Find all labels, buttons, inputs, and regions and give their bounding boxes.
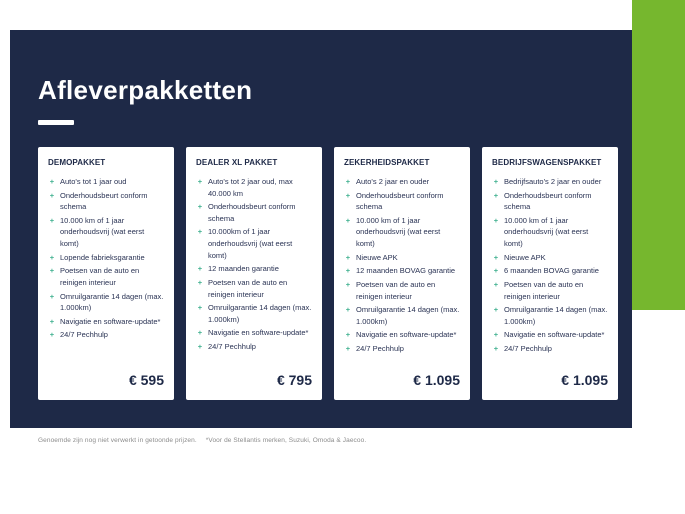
feature-text: Onderhoudsbeurt conform schema (504, 190, 592, 212)
package-cards-row (38, 147, 618, 400)
feature-list (196, 176, 312, 355)
package-title: DEMOPAKKET (48, 157, 106, 167)
feature-text: 6 maanden BOVAG garantie (504, 266, 599, 276)
feature-text: Poetsen van de auto en reinigen interieur (356, 279, 436, 301)
feature-item (492, 215, 608, 250)
feature-text: Onderhoudsbeurt conform schema (208, 202, 296, 223)
feature-item (196, 327, 312, 339)
feature-list (344, 176, 460, 357)
package-price: € 1.095 (413, 371, 460, 388)
plus-icon: + (197, 277, 203, 287)
feature-item (492, 343, 608, 355)
plus-icon: + (49, 266, 55, 276)
feature-text: 24/7 Pechhulp (356, 344, 404, 354)
plus-icon: + (493, 252, 499, 262)
package-price: € 1.095 (561, 371, 608, 388)
package-price: € 795 (276, 371, 312, 388)
feature-item (196, 201, 312, 224)
feature-text: Poetsen van de auto en reinigen interieur (208, 277, 288, 299)
plus-icon: + (197, 342, 203, 352)
plus-icon: + (49, 190, 55, 200)
package-card (334, 147, 470, 400)
plus-icon: + (49, 176, 55, 186)
feature-text: Navigatie en software-update* (504, 330, 605, 340)
plus-icon: + (197, 328, 203, 338)
package-price: € 595 (128, 371, 164, 388)
feature-list (48, 176, 164, 343)
footnote (38, 437, 366, 444)
feature-item (344, 176, 460, 188)
feature-item (48, 329, 164, 341)
feature-text: 10.000 km of 1 jaar onderhoudsvrij (wat eerst komt) (60, 215, 145, 249)
plus-icon: + (345, 190, 351, 200)
page-title: Afleverpakketten (38, 75, 253, 105)
feature-text: Onderhoudsbeurt conform schema (356, 190, 444, 212)
feature-item (344, 329, 460, 341)
feature-item (492, 304, 608, 327)
feature-item (492, 252, 608, 264)
feature-text: Navigatie en software-update* (208, 328, 309, 338)
plus-icon: + (197, 303, 203, 313)
feature-item (48, 190, 164, 213)
plus-icon: + (493, 215, 499, 225)
title-underline (38, 120, 74, 125)
feature-item (196, 341, 312, 353)
feature-item (48, 316, 164, 328)
plus-icon: + (493, 305, 499, 315)
plus-icon: + (49, 316, 55, 326)
feature-text: 24/7 Pechhulp (504, 344, 552, 354)
plus-icon: + (49, 291, 55, 301)
feature-text: Bedrijfsauto's 2 jaar en ouder (504, 176, 602, 186)
feature-text: Omruilgarantie 14 dagen (max. 1.000km) (208, 303, 312, 324)
feature-text: Poetsen van de auto en reinigen interieur (60, 266, 140, 287)
package-card (186, 147, 322, 400)
feature-item (196, 226, 312, 261)
feature-item (344, 265, 460, 277)
feature-item (196, 302, 312, 325)
feature-text: Omruilgarantie 14 dagen (max. 1.000km) (60, 291, 164, 313)
package-card (482, 147, 618, 400)
plus-icon: + (49, 330, 55, 340)
feature-text: Omruilgarantie 14 dagen (max. 1.000km) (504, 305, 608, 326)
feature-text: Navigatie en software-update* (60, 316, 161, 326)
plus-icon: + (493, 190, 499, 200)
main-panel (10, 30, 632, 428)
feature-item (492, 190, 608, 213)
feature-text: 10.000km of 1 jaar onderhoudsvrij (wat eerst komt) (208, 227, 293, 260)
plus-icon: + (493, 266, 499, 276)
plus-icon: + (345, 305, 351, 315)
feature-item (344, 279, 460, 302)
plus-icon: + (345, 330, 351, 340)
feature-item (492, 176, 608, 188)
feature-text: 24/7 Pechhulp (60, 330, 108, 340)
feature-text: Poetsen van de auto en reinigen interieur (504, 279, 584, 301)
feature-item (48, 291, 164, 314)
package-card (38, 147, 174, 400)
plus-icon: + (197, 176, 203, 186)
feature-text: 12 maanden BOVAG garantie (356, 266, 456, 276)
feature-text: Nieuwe APK (356, 252, 398, 262)
plus-icon: + (197, 227, 203, 237)
feature-item (48, 265, 164, 288)
feature-list (492, 176, 608, 357)
plus-icon: + (49, 252, 55, 262)
plus-icon: + (493, 344, 499, 354)
feature-text: Omruilgarantie 14 dagen (max. 1.000km) (356, 305, 460, 326)
plus-icon: + (493, 330, 499, 340)
feature-text: 24/7 Pechhulp (208, 342, 256, 352)
feature-item (48, 215, 164, 250)
feature-item (492, 279, 608, 302)
feature-text: Auto's 2 jaar en ouder (356, 176, 430, 186)
package-title: DEALER XL PAKKET (196, 157, 278, 167)
plus-icon: + (493, 176, 499, 186)
plus-icon: + (345, 266, 351, 276)
feature-text: Lopende fabrieksgarantie (60, 252, 145, 262)
package-title: ZEKERHEIDSPAKKET (344, 157, 430, 167)
feature-item (344, 190, 460, 213)
feature-item (492, 329, 608, 341)
plus-icon: + (345, 215, 351, 225)
feature-item (196, 277, 312, 300)
plus-icon: + (345, 344, 351, 354)
plus-icon: + (493, 279, 499, 289)
feature-text: 12 maanden garantie (208, 264, 279, 274)
footnote-asterisk-note: *Voor de Stellantis merken, Suzuki, Omoda & Jaecoo. (205, 437, 367, 444)
feature-item (344, 343, 460, 355)
feature-item (344, 252, 460, 264)
feature-item (48, 176, 164, 188)
feature-text: Nieuwe APK (504, 252, 546, 262)
feature-item (344, 304, 460, 327)
feature-text: Onderhoudsbeurt conform schema (60, 190, 148, 212)
feature-text: Auto's tot 1 jaar oud (60, 176, 127, 186)
feature-text: Navigatie en software-update* (356, 330, 457, 340)
feature-text: 10.000 km of 1 jaar onderhoudsvrij (wat eerst komt) (356, 215, 441, 249)
plus-icon: + (197, 202, 203, 212)
plus-icon: + (345, 279, 351, 289)
green-accent-bar (632, 0, 685, 310)
package-title: BEDRIJFSWAGENSPAKKET (492, 157, 602, 167)
feature-item (48, 252, 164, 264)
plus-icon: + (345, 176, 351, 186)
feature-item (492, 265, 608, 277)
feature-text: Auto's tot 2 jaar oud, max 40.000 km (208, 176, 293, 198)
plus-icon: + (345, 252, 351, 262)
feature-item (196, 176, 312, 199)
feature-item (196, 263, 312, 275)
footnote-disclaimer: Genoemde zijn nog niet verwerkt in getoonde prijzen. (38, 437, 197, 444)
plus-icon: + (49, 215, 55, 225)
feature-item (344, 215, 460, 250)
feature-text: 10.000 km of 1 jaar onderhoudsvrij (wat eerst komt) (504, 215, 589, 249)
plus-icon: + (197, 264, 203, 274)
